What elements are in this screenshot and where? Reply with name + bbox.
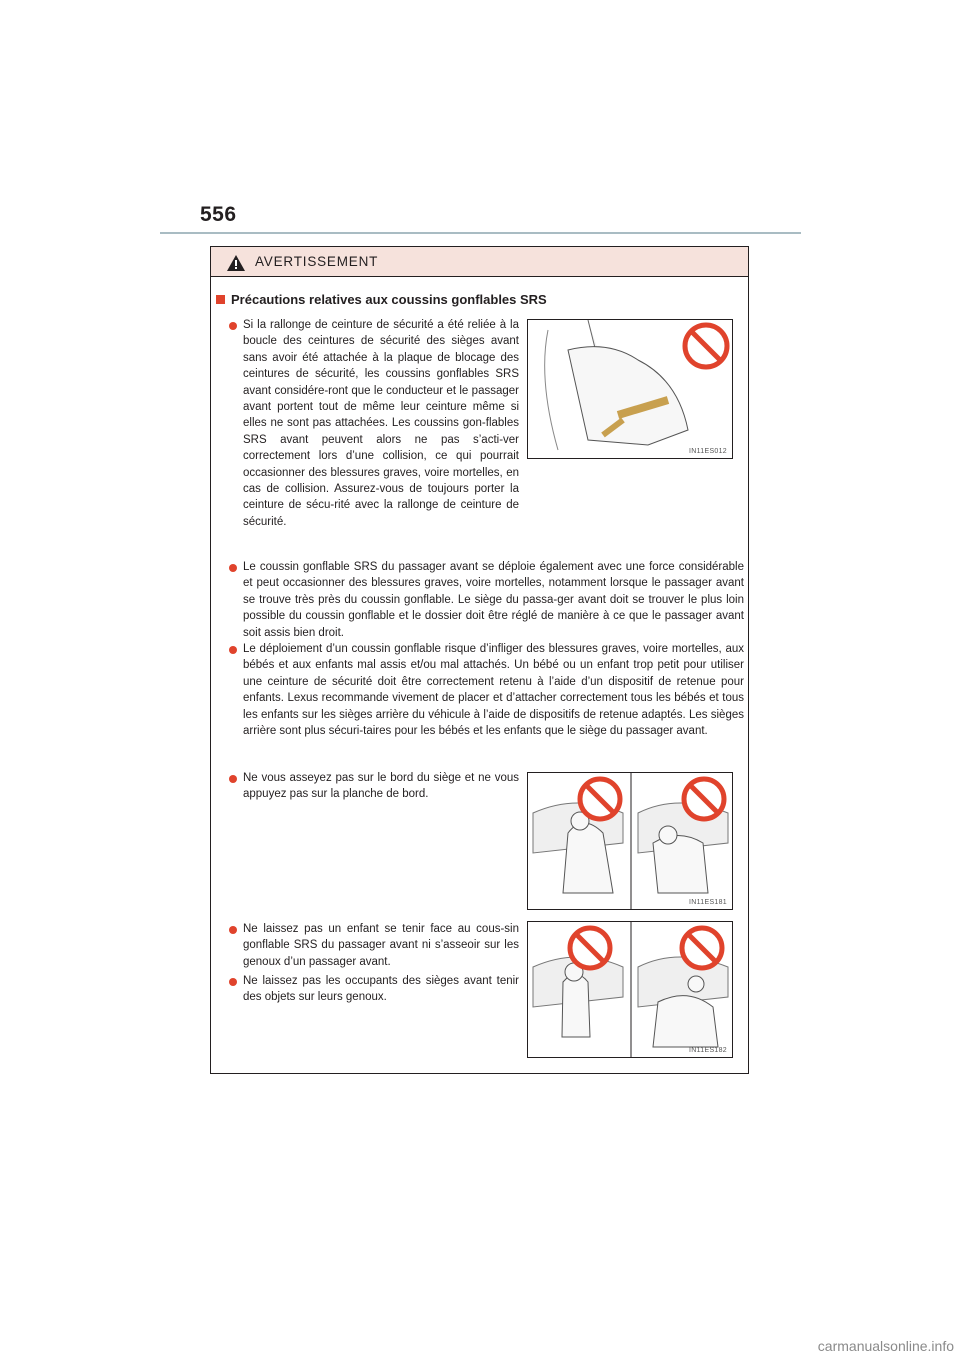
warning-header — [211, 247, 748, 277]
bullet-text: Le déploiement d’un coussin gonflable risque d’infliger des blessures graves, voire mortelles, aux bébés et aux enfants mal assis et/ou mal attachés. Un bébé ou un enfant trop petit pour utiliser une ceinture de sécurité doit être correctement retenu à l’aide d’un dispositif de retenue pour enfants. Lexus recommande vivement de placer et d’attacher correctement tous les bébés et tous les enfants sur les sièges arrière du véhicule à l’aide de dispositifs de retenue adaptés. Les sièges arrière sont plus sécuri-taires pour les bébés et les enfants que le siège du passager avant. — [243, 643, 744, 738]
bullet-text: Ne vous asseyez pas sur le bord du siège et ne vous appuyez pas sur la planche de bord. — [243, 772, 519, 801]
illustration-child-on-lap — [527, 921, 733, 1058]
bullet-text: Si la rallonge de ceinture de sécurité a été reliée à la boucle des ceintures de sécurité des sièges avant sans avoir été attachée à la plaque de blocage des ceintures de sécurité, les coussins gonflables SRS avant considére-ront que le conducteur et le passager avant portent tout de même leur ceinture même si elles ne sont pas attachées. Les coussins gon-flables SRS avant peuvent alors ne pas s’acti-ver correctement lors d’une collision, ce qui pourrait occasionner des blessures graves, voire mortelles, en cas de collision. Assurez-vous de toujours porter la ceinture de sécu-rité avec la rallonge de ceinture de sécurité. — [243, 319, 519, 528]
bullet-text: Le coussin gonflable SRS du passager avant se déploie également avec une force considérable et peut occasionner des blessures graves, voire mortelles, notamment lorsque le passager avant se trouve très près du coussin gonflable. Le siège du passa-ger avant doit se trouver le plus loin possible du coussin gonflable et le dossier doit être réglé de manière à ce que le passager avant soit assis bien droit. — [243, 561, 744, 639]
bullet-text: Ne laissez pas les occupants des sièges avant tenir des objets sur leurs genoux. — [243, 975, 519, 1004]
warning-triangle-icon — [227, 255, 245, 271]
section-heading-text: Précautions relatives aux coussins gonflables SRS — [231, 292, 547, 307]
bullet-item — [229, 921, 519, 970]
watermark: carmanualsonline.info — [817, 1338, 954, 1354]
bullet-dot-icon — [229, 646, 237, 654]
figure-code: IN11ES181 — [689, 899, 727, 906]
header-rule — [160, 232, 801, 234]
square-marker-icon — [216, 295, 225, 304]
bullet-dot-icon — [229, 926, 237, 934]
section-heading — [216, 292, 547, 307]
bullet-item — [229, 559, 744, 641]
bullet-dot-icon — [229, 978, 237, 986]
warning-box — [210, 246, 749, 1074]
illustration-seatbelt-extender — [527, 319, 733, 459]
warning-title: AVERTISSEMENT — [255, 254, 379, 269]
page-number: 556 — [200, 203, 237, 226]
illustration-do-not-lean-on-dashboard — [527, 772, 733, 910]
bullet-text: Ne laissez pas un enfant se tenir face au cous-sin gonflable SRS du passager avant ni s’asseoir sur les genoux d’un passager avant. — [243, 923, 519, 968]
figure-code: IN11ES182 — [689, 1047, 727, 1054]
bullet-item — [229, 641, 744, 739]
bullet-item — [229, 317, 519, 530]
bullet-dot-icon — [229, 322, 237, 330]
bullet-dot-icon — [229, 775, 237, 783]
bullet-dot-icon — [229, 564, 237, 572]
bullet-item — [229, 770, 519, 803]
bullet-item — [229, 973, 519, 1006]
figure-code: IN11ES012 — [689, 448, 727, 455]
